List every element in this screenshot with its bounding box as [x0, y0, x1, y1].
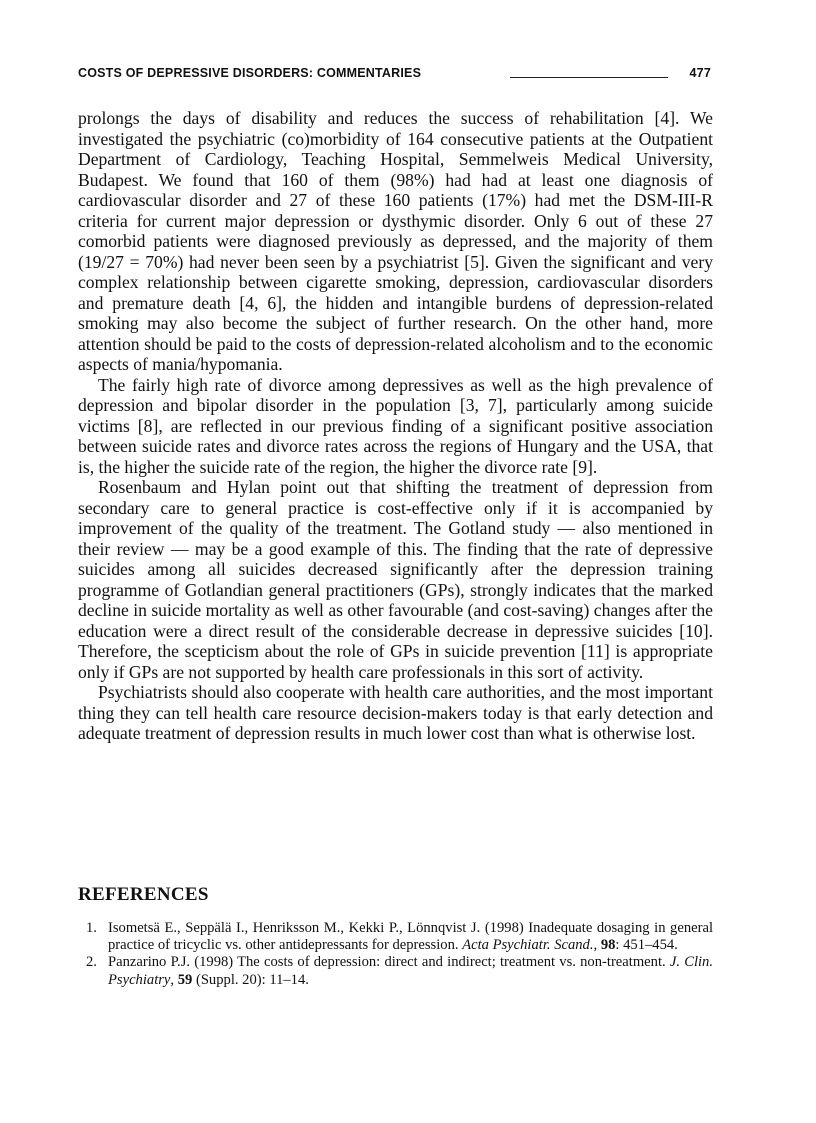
reference-volume: 98 [600, 937, 616, 954]
reference-item: 2. Panzarino P.J. (1998) The costs of depression: direct and indirect; treatment vs. non-treatment. J. Clin. Psychiatry, 59 (Suppl. 20): 11–14. [86, 954, 713, 988]
running-header [78, 66, 713, 86]
reference-number: 1. [86, 920, 97, 936]
paragraph: The fairly high rate of divorce among depressives as well as the high prevalence of depression and bipolar disorder in the population [3, 7], particularly among suicide victims [8], are reflected in our previous finding of a significant positive association between suicide rates and divorce rates across the regions of Hungary and the USA, that is, the higher the suicide rate of the region, the higher the divorce rate [9]. [78, 374, 713, 477]
reference-text: Panzarino P.J. (1998) The costs of depression: direct and indirect; treatment vs. non-treatment. [108, 954, 666, 971]
reference-pages: (Suppl. 20): 11–14. [192, 971, 309, 988]
header-rule [510, 77, 668, 78]
paragraph: prolongs the days of disability and reduces the success of rehabilitation [4]. We investigated the psychiatric (co)morbidity of 164 consecutive patients at the Outpatient Department of Cardiology, Teaching Hospital, Semmelweis Medical University, Budapest. We found that 160 of them (98%) had had at least one diagnosis of cardiovascular disorder and 27 of these 160 patients (17%) had met the DSM-III-R criteria for current major depression or dysthymic disorder. Only 6 out of these 27 comorbid patients were diagnosed previously as depressed, and the majority of them (19/27 = 70%) had never been seen by a psychiatrist [5]. Given the significant and very complex relationship between cigarette smoking, depression, cardiovascular disorders and premature death [4, 6], the hidden and intangible burdens of depression-related smoking may also become the subject of further research. On the other hand, more attention should be paid to the costs of depression-related alcoholism and to the economic aspects of mania/hypomania. [78, 108, 713, 374]
paragraph: Rosenbaum and Hylan point out that shifting the treatment of depression from secondary care to general practice is cost-effective only if it is accompanied by improvement of the quality of the treatment. The Gotland study — also mentioned in their review — may be a good example of this. The finding that the rate of depressive suicides among all suicides decreased significantly after the depression training programme of Gotlandian general practitioners (GPs), strongly indicates that the marked decline in suicide mortality as well as other favourable (and cost-saving) changes after the education were a direct result of the considerable decrease in depressive suicides [10]. Therefore, the scepticism about the role of GPs in suicide prevention [11] is appropriate only if GPs are not supported by health care professionals in this sort of activity. [78, 477, 713, 682]
reference-item: 1. Isometsä E., Seppälä I., Henriksson M., Kekki P., Lönnqvist J. (1998) Inadequate dosaging in general practice of tricyclic vs. other antidepressants for depression. Acta Psychiatr. Scand., 98: 451–454. [86, 920, 713, 954]
reference-number: 2. [86, 954, 97, 971]
reference-journal: J. Clin. Psychiatry [108, 954, 713, 988]
reference-text: Isometsä E., Seppälä I., Henriksson M., Kekki P., Lönnqvist J. (1998) Inadequate dosaging in general practice of tricyclic vs. other antidepressants for depression. [108, 920, 713, 954]
paragraph: Psychiatrists should also cooperate with health care authorities, and the most important thing they can tell health care resource decision-makers today is that early detection and adequate treatment of depression results in much lower cost than what is otherwise lost. [78, 682, 713, 743]
page-number: 477 [689, 66, 711, 80]
reference-journal: Acta Psychiatr. Scand. [462, 937, 594, 954]
body-text [78, 108, 713, 744]
running-title: COSTS OF DEPRESSIVE DISORDERS: COMMENTARIES [78, 66, 422, 80]
reference-list [78, 920, 713, 989]
reference-pages: : 451–454. [615, 937, 678, 954]
reference-volume: 59 [177, 971, 193, 988]
references-heading: REFERENCES [78, 884, 209, 905]
